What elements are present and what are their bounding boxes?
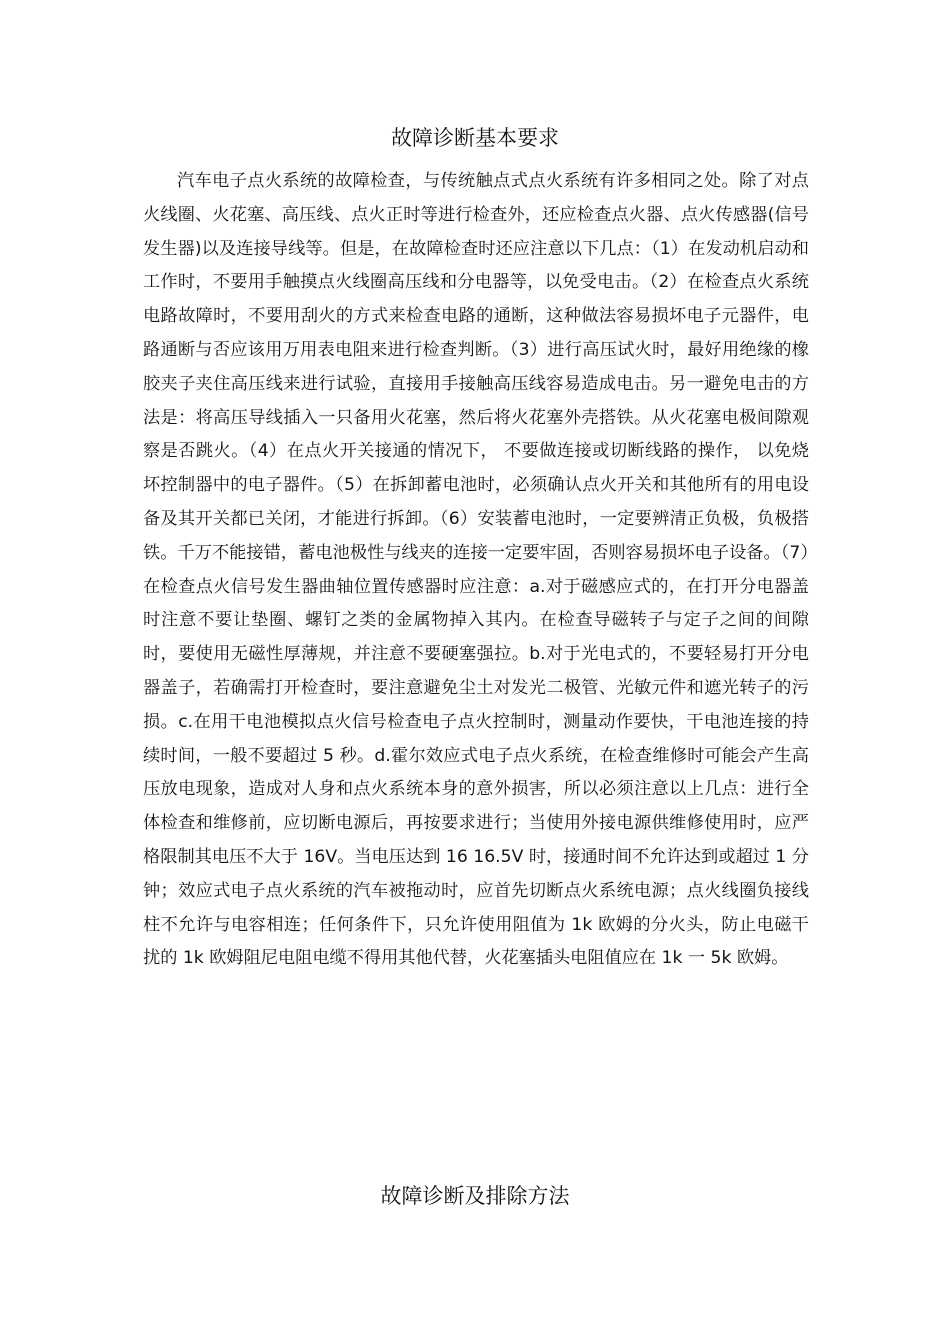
section-heading: 故障诊断及排除方法 <box>380 1184 570 1208</box>
page-title: 故障诊断基本要求 <box>391 126 559 150</box>
body-paragraph: 汽车电子点火系统的故障检查，与传统触点式点火系统有许多相同之处。除了对点火线圈、火花塞、高压线、点火正时等进行检查外，还应检查点火器、点火传感器(信号发生器)以及连接导线等。但是，在故障检查时还应注意以下几点：（1）在发动机启动和工作时，不要用手触摸点火线圈高压线和分电器等，以免受电击。（2）在检查点火系统电路故障时，不要用刮火的方式来检查电路的通断，这种做法容易损坏电子元器件，电路通断与否应该用万用表电阻来进行检查判断。（3）进行高压试火时，最好用绝缘的橡胶夹子夹住高压线来进行试验，直接用手接触高压线容易造成电击。另一避免电击的方法是：将高压导线插入一只备用火花塞，然后将火花塞外壳搭铁。从火花塞电极间隙观察是否跳火。（4）在点火开关接通的情况下， 不要做连接或切断线路的操作， 以免烧坏控制器中的电子器件。（5）在拆卸蓄电池时，必须确认点火开关和其他所有的用电设备及其开关都已关闭，才能进行拆卸。（6）安装蓄电池时，一定要辨清正负极，负极搭铁。千万不能接错，蓄电池极性与线夹的连接一定要牢固，否则容易损坏电子设备。（7）在检查点火信号发生器曲轴位置传感器时应注意：a.对于磁感应式的，在打开分电器盖时注意不要让垫圈、螺钉之类的金属物掉入其内。在检查导磁转子与定子之间的间隙时，要使用无磁性厚薄规，并注意不要硬塞强拉。b.对于光电式的，不要轻易打开分电器盖子，若确需打开检查时，要注意避免尘土对发光二极管、光敏元件和遮光转子的污损。c.在用干电池模拟点火信号检查电子点火控制时，测量动作要快，干电池连接的持续时间，一般不要超过 5 秒。d.霍尔效应式电子点火系统，在检查维修时可能会产生高压放电现象，造成对人身和点火系统本身的意外损害，所以必须注意以上几点：进行全体检查和维修前，应切断电源后，再按要求进行；当使用外接电源供维修使用时，应严格限制其电压不大于 16V。当电压达到 16 16.5V 时，接通时间不允许达到或超过 1 分钟；效应式电子点火系统的汽车被拖动时，应首先切断点火系统电源；点火线圈负接线柱不允许与电容相连；任何条件下，只允许使用阻值为 1k 欧姆的分火头，防止电磁干扰的 1k 欧姆阻尼电阻电缆不得用其他代替，火花塞插头电阻值应在 1k 一 5k 欧姆。 <box>143 171 809 969</box>
